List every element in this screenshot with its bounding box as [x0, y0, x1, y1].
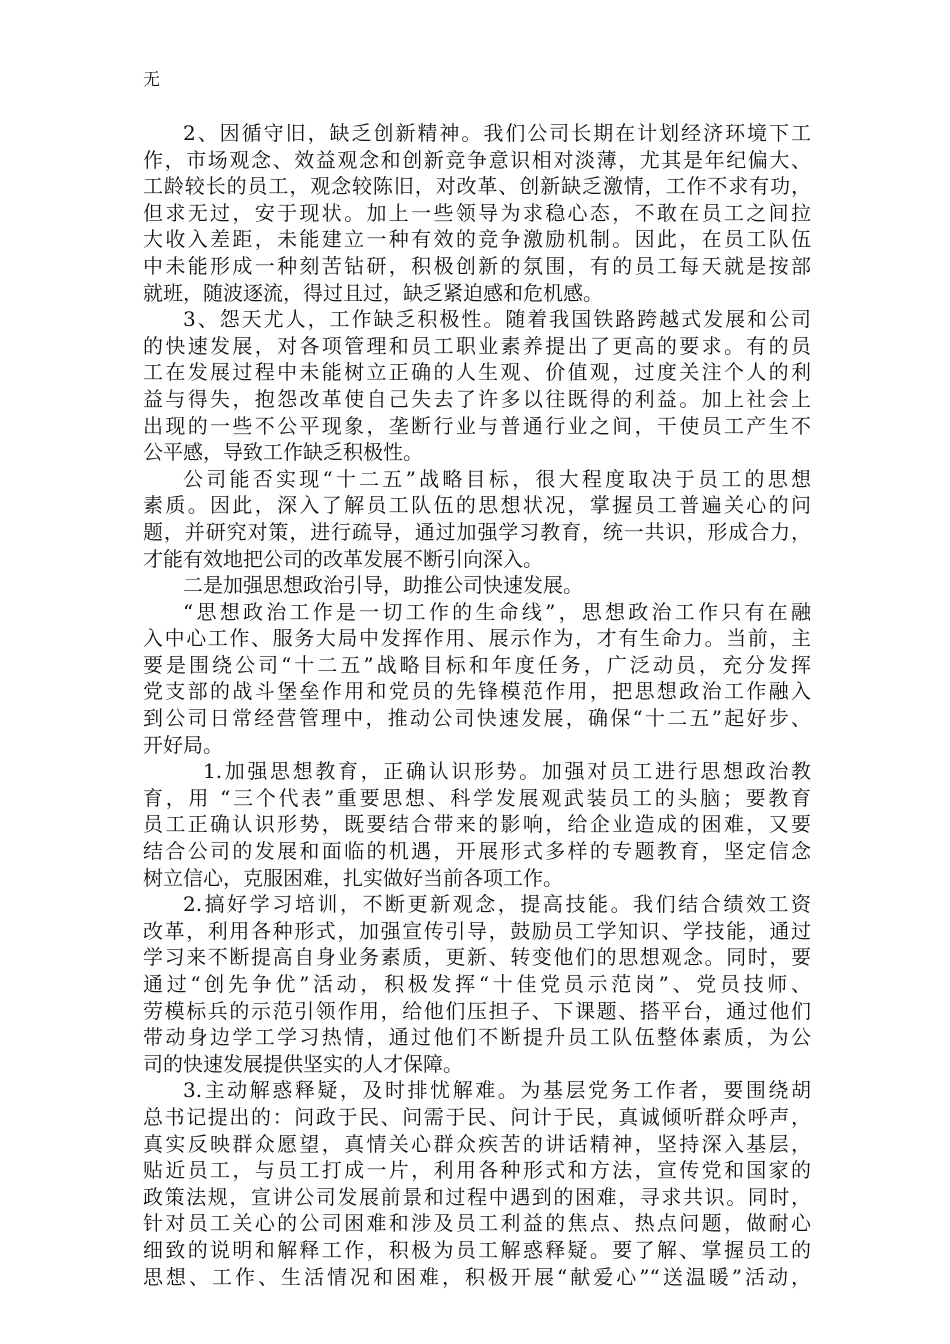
text-line: 大收入差距，未能建立一种有效的竞争激励机制。因此，在员工队伍 [143, 227, 811, 252]
text-line: 劳模标兵的示范引领作用，给他们压担子、下课题、搭平台，通过他们 [143, 998, 811, 1023]
text-line: 细致的说明和解释工作，积极为员工解惑释疑。要了解、掌握员工的 [143, 1237, 811, 1262]
paragraph-education [143, 758, 811, 891]
text-line: 针对员工关心的公司困难和涉及员工利益的焦点、热点问题，做耐心 [143, 1211, 811, 1236]
text-line: 中未能形成一种刻苦钻研，积极创新的氛围，有的员工每天就是按部 [143, 253, 811, 278]
text-line: 题，并研究对策，进行疏导，通过加强学习教育，统一共识，形成合力， [143, 519, 811, 544]
text-line: 通过“创先争优”活动，积极发挥“十佳党员示范岗”、党员技师、 [143, 972, 811, 996]
text-line: 党支部的战斗堡垒作用和党员的先锋模范作用，把思想政治工作融入 [143, 679, 811, 704]
text-line: 学习来不断提高自身业务素质，更新、转变他们的思想观念。同时，要 [143, 945, 811, 970]
text-line: 3、怨天尤人，工作缺乏积极性。随着我国铁路跨越式发展和公司 [183, 307, 811, 332]
text-line: 作，市场观念、效益观念和创新竞争意识相对淡薄，尤其是年纪偏大、 [143, 147, 811, 172]
text-line: 出现的一些不公平现象，垄断行业与普通行业之间，干使员工产生不 [143, 413, 811, 438]
text-line: “思想政治工作是一切工作的生命线”，思想政治工作只有在融 [183, 599, 811, 624]
page-header: 无 [143, 70, 160, 90]
text-line: 要是围绕公司“十二五”战略目标和年度任务，广泛动员，充分发挥 [143, 652, 811, 677]
text-line: 员工正确认识形势，既要结合带来的影响，给企业造成的困难，又要 [143, 812, 811, 837]
text-line: 2、因循守旧，缺乏创新精神。我们公司长期在计划经济环境下工 [183, 121, 811, 145]
text-line: 结合公司的发展和面临的机遇，开展形式多样的专题教育，坚定信念 [143, 839, 811, 864]
text-line: 入中心工作、服务大局中发挥作用、展示作为，才有生命力。当前，主 [143, 626, 811, 651]
text-line: 二是加强思想政治引导，助推公司快速发展。 [183, 573, 583, 598]
text-line: 2.搞好学习培训，不断更新观念，提高技能。我们结合绩效工资 [183, 892, 811, 917]
text-line: 改革，利用各种形式，加强宣传引导，鼓励员工学知识、学技能，通过 [143, 918, 811, 943]
paragraph-stagnation [143, 120, 811, 306]
text-line: 政策法规，宣讲公司发展前景和过程中遇到的困难，寻求共识。同时， [143, 1184, 811, 1209]
paragraph-complaints [143, 306, 811, 466]
text-line: 公司能否实现“十二五”战略目标，很大程度取决于员工的思想 [183, 466, 811, 491]
text-line: 带动身边学工学习热情，通过他们不断提升员工队伍整体素质，为公 [143, 1025, 811, 1050]
document-body [143, 120, 811, 1290]
text-line: 工龄较长的员工，观念较陈旧，对改革、创新缺乏激情，工作不求有功， [143, 174, 811, 199]
text-line: 就班，随波逐流，得过且过，缺乏紧迫感和危机感。 [143, 280, 603, 305]
text-line: 的快速发展，对各项管理和员工职业素养提出了更高的要求。有的员 [143, 333, 811, 358]
paragraph-lifeline [143, 599, 811, 759]
section-heading [143, 572, 811, 599]
text-line: 总书记提出的：问政于民、问需于民、问计于民，真诚倾听群众呼声， [143, 1104, 811, 1129]
text-line: 1.加强思想教育，正确认识形势。加强对员工进行思想政治教 [203, 759, 811, 784]
text-line: 素质。因此，深入了解员工队伍的思想状况，掌握员工普遍关心的问 [143, 493, 811, 518]
paragraph-outreach [143, 1077, 811, 1290]
text-line: 真实反映群众愿望，真情关心群众疾苦的讲话精神，坚持深入基层， [143, 1131, 811, 1156]
text-line: 司的快速发展提供坚实的人才保障。 [143, 1051, 463, 1076]
paragraph-strategy [143, 466, 811, 572]
paragraph-training [143, 891, 811, 1077]
text-line: 开好局。 [143, 732, 223, 757]
text-line: 公平感，导致工作缺乏积极性。 [143, 440, 423, 465]
text-line: 育，用 “三个代表”重要思想、科学发展观武装员工的头脑；要教育 [143, 785, 811, 810]
text-line: 贴近员工，与员工打成一片，利用各种形式和方法，宣传党和国家的 [143, 1158, 811, 1183]
text-line: 思想、工作、生活情况和困难，积极开展“献爱心”“送温暖”活动， [143, 1264, 811, 1289]
text-line: 工在发展过程中未能树立正确的人生观、价值观，过度关注个人的利 [143, 360, 811, 385]
text-line: 但求无过，安于现状。加上一些领导为求稳心态，不敢在员工之间拉 [143, 200, 811, 225]
text-line: 才能有效地把公司的改革发展不断引向深入。 [143, 546, 543, 571]
text-line: 益与得失，抱怨改革使自己失去了许多以往既得的利益。加上社会上 [143, 386, 811, 411]
text-line: 到公司日常经营管理中，推动公司快速发展，确保“十二五”起好步、 [143, 706, 811, 731]
text-line: 树立信心，克服困难，扎实做好当前各项工作。 [143, 865, 563, 890]
text-line: 3.主动解惑释疑，及时排忧解难。为基层党务工作者，要围绕胡 [183, 1078, 811, 1103]
